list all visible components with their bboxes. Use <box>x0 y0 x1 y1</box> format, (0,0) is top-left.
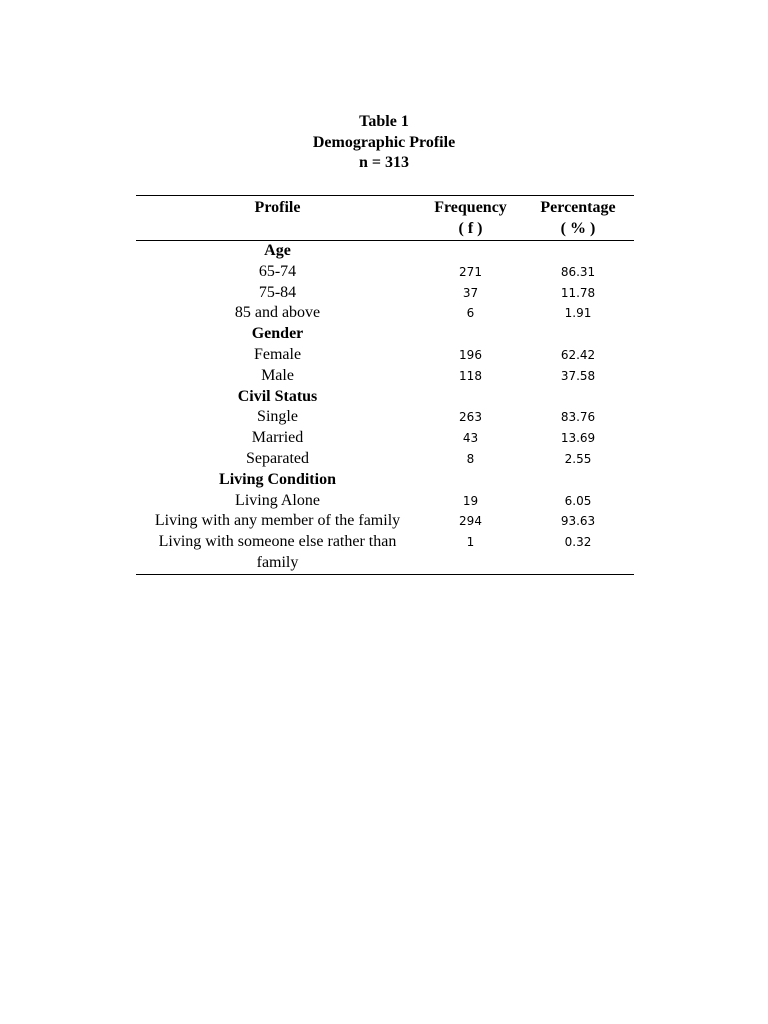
table-row <box>136 262 634 283</box>
row-percentage: 11.78 <box>560 285 596 300</box>
category-row <box>136 470 634 491</box>
row-label: 85 and above <box>234 304 321 322</box>
row-frequency: 43 <box>462 431 479 446</box>
header-frequency-unit: ( f ) <box>458 219 483 237</box>
category-label: Age <box>264 242 291 259</box>
row-label: Female <box>253 345 302 363</box>
category-frequency-cell <box>419 387 522 408</box>
row-label: Married <box>251 429 304 447</box>
row-frequency: 271 <box>459 264 482 279</box>
category-percentage-cell <box>522 324 634 345</box>
row-label: Male <box>261 366 294 384</box>
row-percentage: 62.42 <box>560 347 596 362</box>
row-percentage: 0.32 <box>564 535 592 550</box>
row-percentage: 83.76 <box>560 410 596 425</box>
category-row <box>136 387 634 408</box>
category-percentage-cell <box>522 387 634 408</box>
row-frequency: 294 <box>459 514 482 529</box>
row-label: Living Alone <box>235 491 320 509</box>
header-percentage-label: Percentage <box>540 199 616 216</box>
row-frequency: 6 <box>466 306 475 321</box>
row-percentage: 93.63 <box>560 514 596 529</box>
table-row <box>136 407 634 428</box>
row-frequency: 196 <box>459 347 482 362</box>
row-label: Living with any member of the family <box>154 512 401 530</box>
row-label: Living with someone else rather than family <box>158 533 397 571</box>
header-profile: Profile <box>254 199 301 216</box>
row-label: Separated <box>245 449 310 467</box>
row-frequency: 37 <box>462 285 479 300</box>
row-percentage: 6.05 <box>564 493 592 508</box>
table-title: Demographic Profile <box>312 133 456 151</box>
table-row <box>136 366 634 387</box>
header-frequency-label: Frequency <box>434 199 507 216</box>
row-percentage: 86.31 <box>560 264 596 279</box>
header-percentage-unit: ( % ) <box>560 219 596 237</box>
category-percentage-cell <box>522 241 634 262</box>
category-frequency-cell <box>419 470 522 491</box>
row-frequency: 263 <box>459 410 482 425</box>
row-label: Single <box>257 408 298 426</box>
row-label: 75-84 <box>258 283 297 301</box>
row-percentage: 1.91 <box>564 306 592 321</box>
table-row <box>136 283 634 304</box>
row-frequency: 1 <box>466 535 475 550</box>
header-frequency <box>419 196 522 241</box>
table-row <box>136 491 634 512</box>
row-label: 65-74 <box>258 262 297 280</box>
table-caption <box>0 112 768 174</box>
row-percentage: 13.69 <box>560 431 596 446</box>
row-percentage: 2.55 <box>564 451 592 466</box>
category-row <box>136 324 634 345</box>
table-body <box>136 241 634 575</box>
category-percentage-cell <box>522 470 634 491</box>
row-frequency: 118 <box>459 368 482 383</box>
category-label: Gender <box>251 325 304 343</box>
row-percentage: 37.58 <box>560 368 596 383</box>
header-row <box>136 196 634 241</box>
category-row <box>136 241 634 262</box>
table-number: Table 1 <box>359 113 409 130</box>
table-row <box>136 449 634 470</box>
table-row <box>136 532 634 574</box>
table-row <box>136 428 634 449</box>
header-percentage <box>522 196 634 241</box>
row-frequency: 19 <box>462 493 479 508</box>
table-row <box>136 345 634 366</box>
table-row <box>136 303 634 324</box>
row-frequency: 8 <box>466 451 475 466</box>
category-frequency-cell <box>419 241 522 262</box>
category-frequency-cell <box>419 324 522 345</box>
category-label: Living Condition <box>219 470 336 488</box>
category-label: Civil Status <box>237 387 318 405</box>
demographic-profile-table <box>136 195 634 575</box>
sample-size: n = 313 <box>358 154 409 171</box>
table-row <box>136 511 634 532</box>
table-header <box>136 196 634 241</box>
